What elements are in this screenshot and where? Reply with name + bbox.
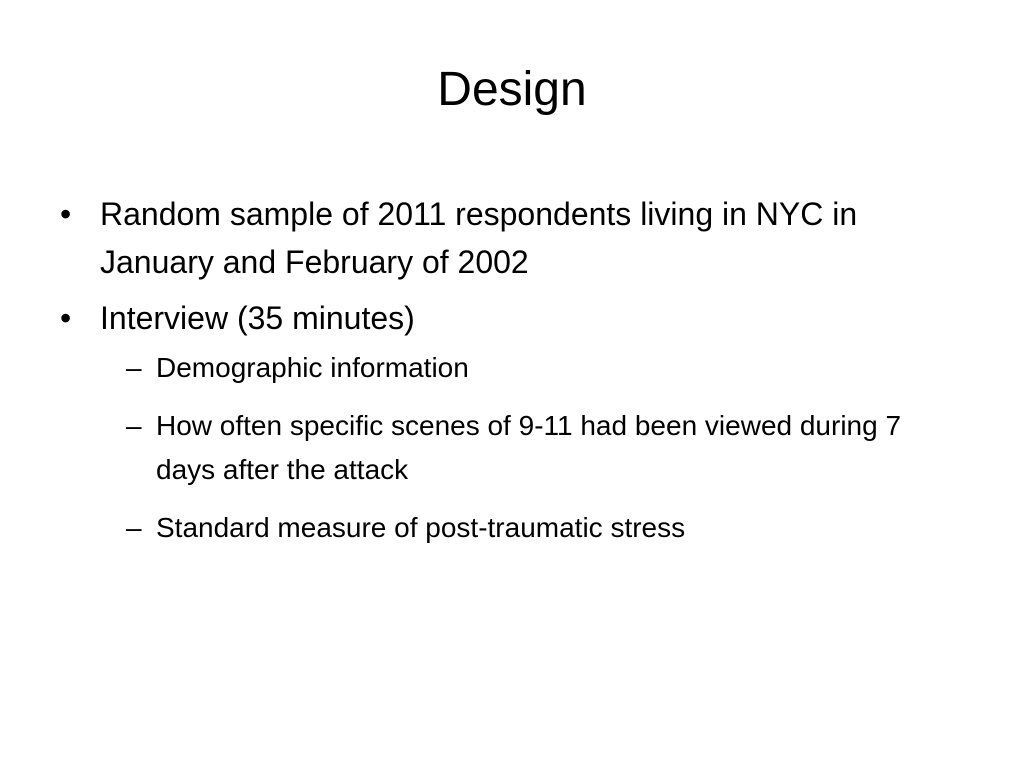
sub-bullet-text: How often specific scenes of 9-11 had been viewed during 7 days after the attack	[156, 410, 902, 485]
sub-bullet-marker: –	[126, 352, 142, 383]
sub-bullet-item	[126, 346, 960, 390]
bullet-item	[60, 190, 960, 286]
sub-bullet-item	[126, 404, 960, 492]
bullet-text: Random sample of 2011 respondents living in NYC in January and February of 2002	[100, 196, 858, 280]
sub-bullet-list	[126, 346, 960, 550]
bullet-list	[60, 190, 960, 564]
sub-bullet-text: Demographic information	[156, 352, 469, 383]
bullet-marker: •	[60, 300, 72, 336]
bullet-marker: •	[60, 196, 72, 232]
sub-bullet-marker: –	[126, 410, 142, 441]
sub-bullet-marker: –	[126, 512, 142, 543]
sub-bullet-item	[126, 506, 960, 550]
slide-title: Design	[437, 63, 587, 116]
sub-bullet-text: Standard measure of post-traumatic stress	[156, 512, 686, 543]
bullet-text: Interview (35 minutes)	[100, 300, 415, 336]
bullet-item	[60, 294, 960, 550]
